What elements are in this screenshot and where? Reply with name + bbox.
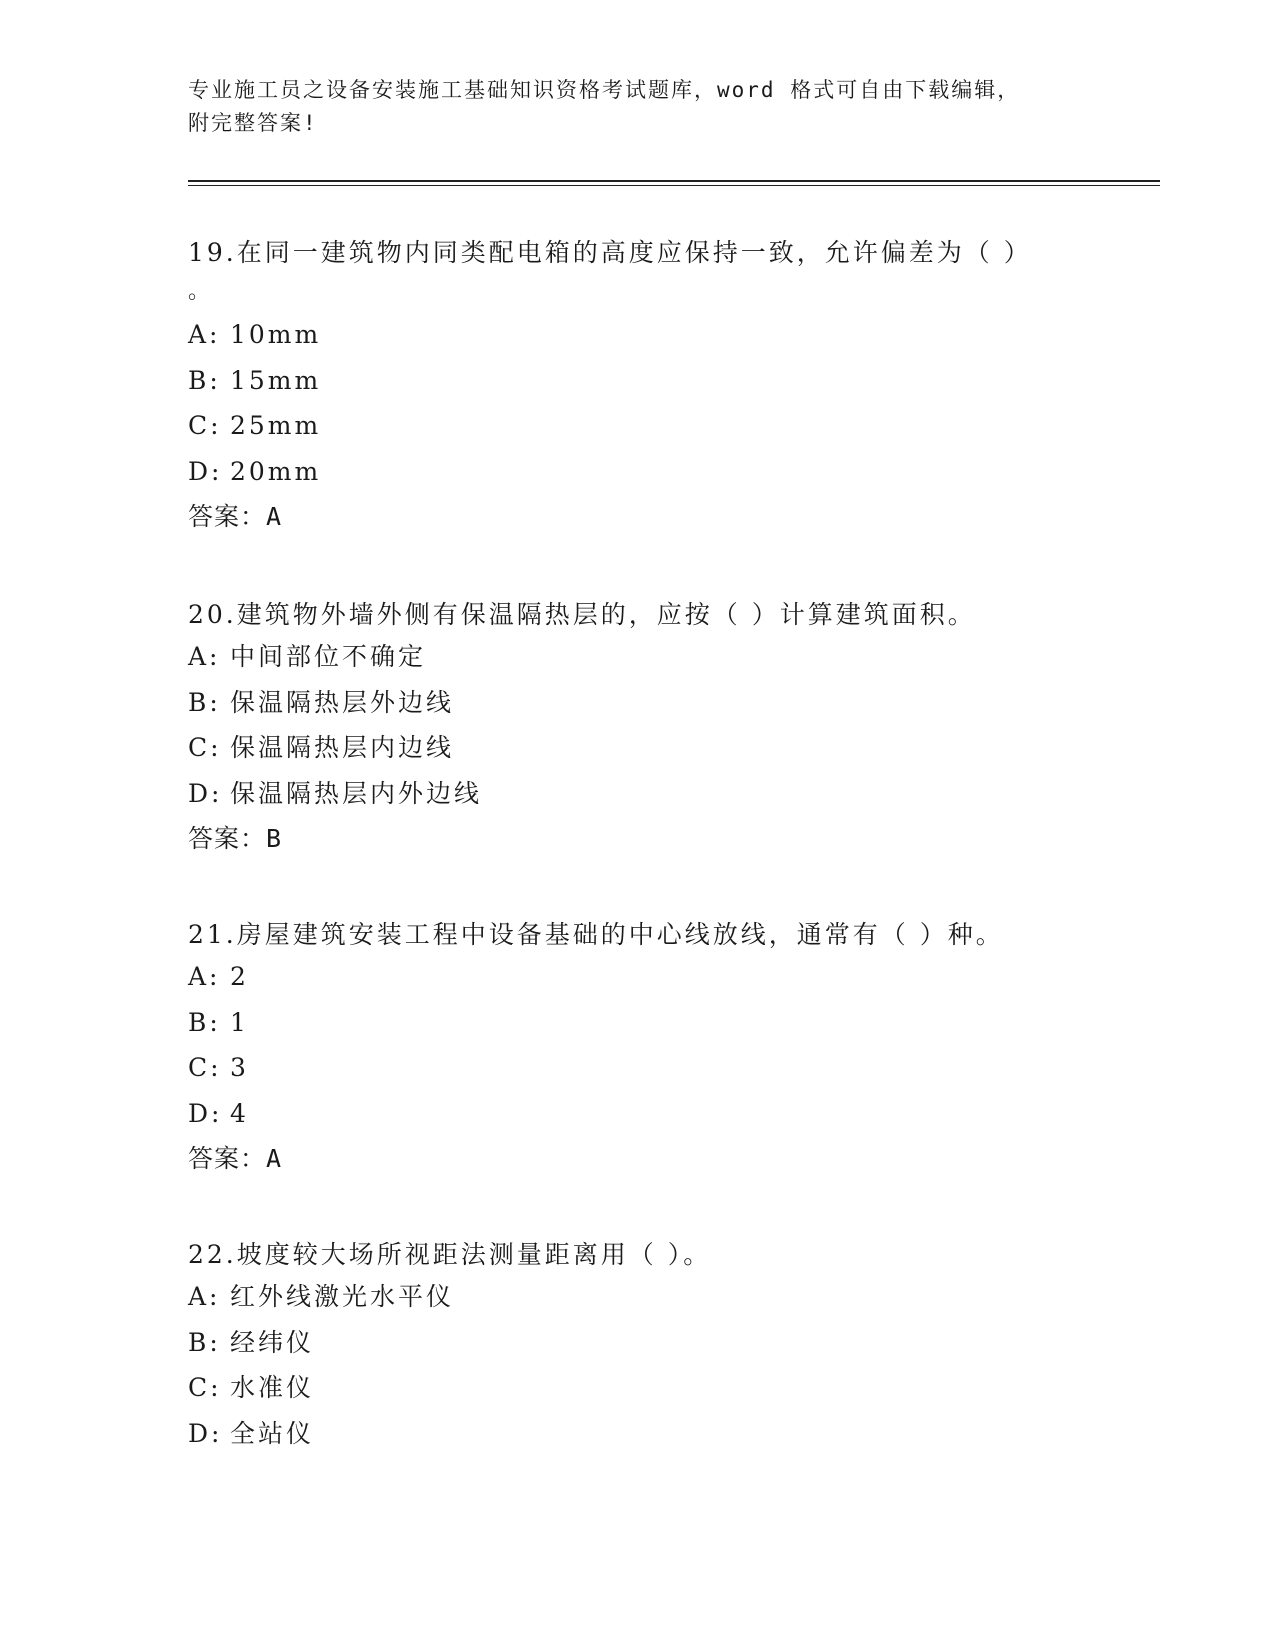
option-text: 1: [230, 1007, 249, 1037]
option-key: A:: [188, 320, 221, 349]
header-line-1: 专业施工员之设备安装施工基础知识资格考试题库，word 格式可自由下载编辑，: [188, 78, 1021, 102]
question-stem: 19.在同一建筑物内同类配电箱的高度应保持一致，允许偏差为（ ）: [188, 238, 1032, 267]
option-text: 10mm: [230, 320, 322, 349]
option-key: A:: [188, 1282, 221, 1311]
option-key: D:: [188, 456, 223, 486]
option-c: [188, 1365, 1148, 1411]
option-key: D:: [188, 778, 223, 808]
option-key: B:: [188, 1007, 221, 1037]
option-key: C:: [188, 1053, 222, 1082]
option-text: 保温隔热层内外边线: [230, 778, 483, 808]
answer-label: 答案：: [188, 502, 267, 531]
option-b: [188, 358, 1148, 404]
option-key: B:: [188, 1327, 221, 1357]
option-d: [188, 449, 1148, 495]
answer-label: 答案：: [188, 824, 267, 853]
option-a: [188, 1274, 1148, 1320]
option-b: [188, 680, 1148, 726]
option-a: [188, 634, 1148, 680]
option-b: [188, 1000, 1148, 1046]
answer-line: [188, 1136, 1148, 1182]
option-key: D:: [188, 1098, 223, 1128]
option-key: C:: [188, 411, 222, 440]
document-header: [188, 74, 1088, 140]
option-text: 保温隔热层内边线: [230, 733, 455, 762]
option-text: 3: [230, 1053, 249, 1082]
option-text: 水准仪: [230, 1373, 315, 1402]
question-22: [188, 1230, 1148, 1456]
answer-value: A: [266, 502, 283, 531]
question-21: [188, 910, 1148, 1182]
option-text: 全站仪: [230, 1418, 315, 1448]
option-d: [188, 1411, 1148, 1457]
answer-line: [188, 816, 1148, 862]
option-key: D:: [188, 1418, 223, 1448]
question-stem: 20.建筑物外墙外侧有保温隔热层的，应按（ ）计算建筑面积。: [188, 600, 976, 629]
answer-value: A: [266, 1144, 283, 1173]
option-key: A:: [188, 962, 221, 991]
option-text: 20mm: [230, 456, 322, 486]
question-stem-continuation: 。: [188, 279, 211, 304]
question-20: [188, 590, 1148, 862]
header-divider-thin: [188, 185, 1160, 186]
option-text: 保温隔热层外边线: [230, 687, 455, 717]
option-key: C:: [188, 1373, 222, 1402]
option-key: A:: [188, 642, 221, 671]
option-d: [188, 771, 1148, 817]
option-c: [188, 403, 1148, 449]
option-key: B:: [188, 687, 221, 717]
option-text: 4: [230, 1098, 249, 1128]
option-a: [188, 954, 1148, 1000]
option-text: 红外线激光水平仪: [230, 1282, 455, 1311]
option-text: 经纬仪: [230, 1327, 315, 1357]
option-text: 中间部位不确定: [230, 642, 427, 671]
option-key: B:: [188, 365, 221, 395]
option-c: [188, 1045, 1148, 1091]
option-d: [188, 1091, 1148, 1137]
question-stem: 21.房屋建筑安装工程中设备基础的中心线放线，通常有（ ）种。: [188, 920, 1004, 949]
option-text: 2: [230, 962, 249, 991]
answer-value: B: [266, 824, 283, 853]
option-text: 25mm: [230, 411, 322, 440]
option-c: [188, 725, 1148, 771]
option-a: [188, 312, 1148, 358]
answer-label: 答案：: [188, 1144, 267, 1173]
question-19: [188, 228, 1148, 540]
option-key: C:: [188, 733, 222, 762]
header-divider-thick: [188, 180, 1160, 182]
option-text: 15mm: [230, 365, 322, 395]
question-stem: 22.坡度较大场所视距法测量距离用（ ）。: [188, 1240, 712, 1269]
header-line-2: 附完整答案!: [188, 111, 318, 135]
option-b: [188, 1320, 1148, 1366]
answer-line: [188, 494, 1148, 540]
